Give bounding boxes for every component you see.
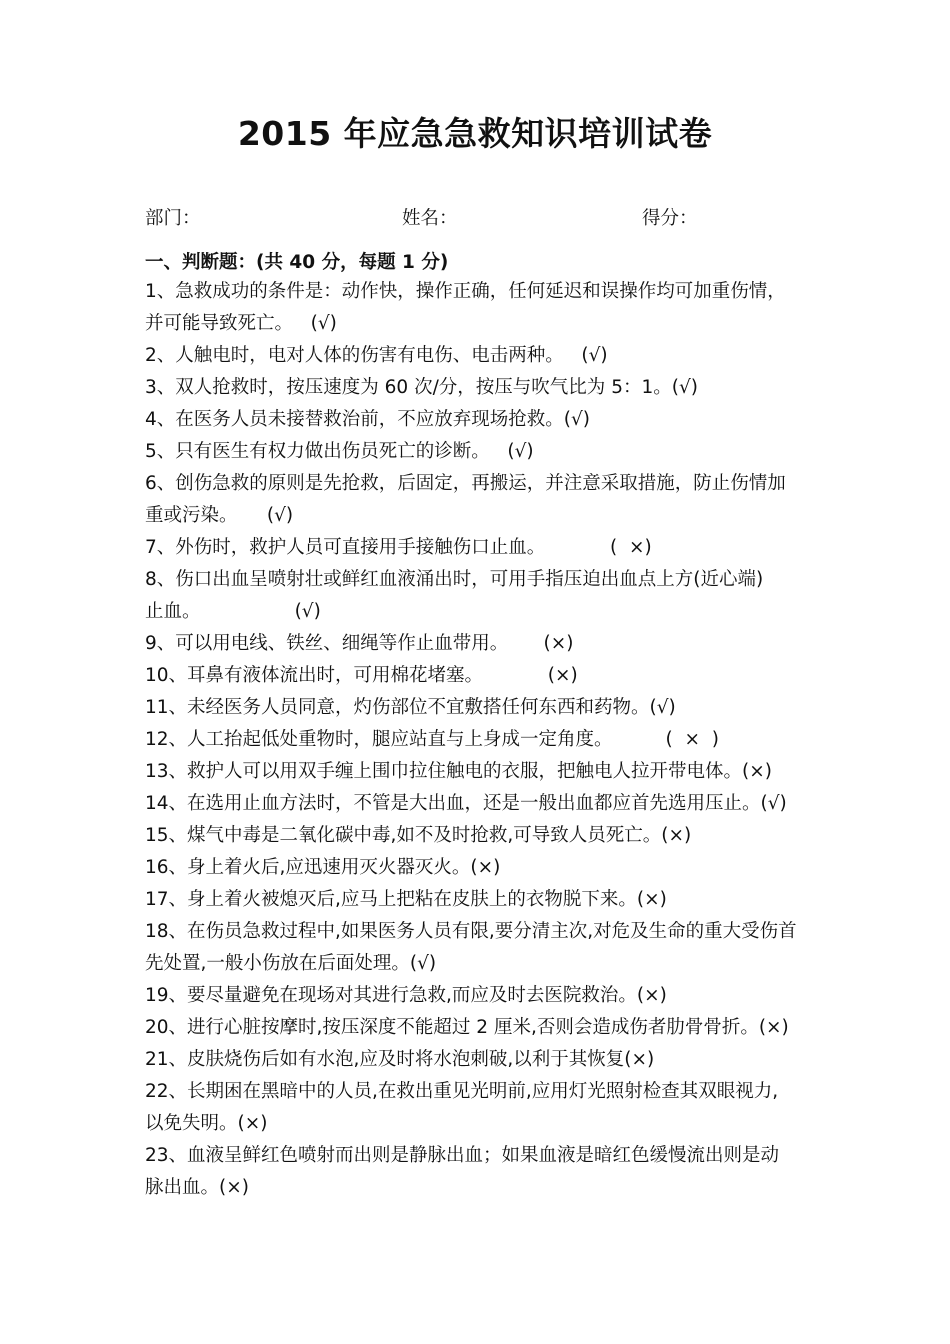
question-line: 6、创伤急救的原则是先抢救，后固定，再搬运，并注意采取措施，防止伤情加 (145, 473, 786, 494)
score-label: 得分： (642, 208, 698, 229)
name-label: 姓名： (402, 208, 458, 229)
question-line: 20、进行心脏按摩时,按压深度不能超过 2 厘米,否则会造成伤者肋骨骨折。(×) (145, 1017, 789, 1038)
question-line: 并可能导致死亡。 (√) (145, 313, 337, 334)
question-line: 12、人工抬起低处重物时，腿应站直与上身成一定角度。 ( × ) (145, 729, 719, 750)
question-line: 22、长期困在黑暗中的人员,在救出重见光明前,应用灯光照射检查其双眼视力, (145, 1081, 779, 1102)
question-line: 16、身上着火后,应迅速用灭火器灭火。(×) (145, 857, 501, 878)
question-line: 2、人触电时，电对人体的伤害有电伤、电击两种。 (√) (145, 345, 608, 366)
section-heading: 一、判断题：(共 40 分，每题 1 分) (145, 252, 449, 273)
question-line: 10、耳鼻有液体流出时，可用棉花堵塞。 (×) (145, 665, 578, 686)
question-line: 17、身上着火被熄灭后,应马上把粘在皮肤上的衣物脱下来。(×) (145, 889, 667, 910)
exam-title: 2015 年应急急救知识培训试卷 (237, 114, 713, 153)
question-line: 19、要尽量避免在现场对其进行急救,而应及时去医院救治。(×) (145, 985, 667, 1006)
question-line: 8、伤口出血呈喷射壮或鲜红血液涌出时，可用手指压迫出血点上方(近心端) (145, 569, 764, 590)
question-line: 9、可以用电线、铁丝、细绳等作止血带用。 (×) (145, 633, 574, 654)
question-line: 21、皮肤烧伤后如有水泡,应及时将水泡刺破,以利于其恢复(×) (145, 1049, 655, 1070)
question-line: 先处置,一般小伤放在后面处理。(√) (145, 953, 437, 974)
question-line: 3、双人抢救时，按压速度为 60 次/分，按压与吹气比为 5：1。(√) (145, 377, 698, 398)
question-line: 4、在医务人员未接替救治前，不应放弃现场抢救。(√) (145, 409, 590, 430)
question-line: 15、煤气中毒是二氧化碳中毒,如不及时抢救,可导致人员死亡。(×) (145, 825, 692, 846)
question-list (145, 276, 813, 1204)
question-line: 1、急救成功的条件是：动作快，操作正确，任何延迟和误操作均可加重伤情， (145, 281, 786, 302)
question-line: 以免失明。(×) (145, 1113, 268, 1134)
question-line: 13、救护人可以用双手缠上围巾拉住触电的衣服，把触电人拉开带电体。(×) (145, 761, 772, 782)
question-line: 23、血液呈鲜红色喷射而出则是静脉出血；如果血液是暗红色缓慢流出则是动 (145, 1145, 780, 1166)
question-line: 5、只有医生有权力做出伤员死亡的诊断。 (√) (145, 441, 534, 462)
question-line: 18、在伤员急救过程中,如果医务人员有限,要分清主次,对危及生命的重大受伤首 (145, 921, 797, 942)
department-label: 部门： (145, 208, 201, 229)
question-line: 11、未经医务人员同意，灼伤部位不宜敷搭任何东西和药物。(√) (145, 697, 676, 718)
question-line: 7、外伤时，救护人员可直接用手接触伤口止血。 ( ×) (145, 537, 652, 558)
question-line: 止血。 (√) (145, 601, 321, 622)
question-line: 脉出血。(×) (145, 1177, 249, 1198)
question-line: 14、在选用止血方法时，不管是大出血，还是一般出血都应首先选用压止。(√) (145, 793, 787, 814)
question-line: 重或污染。 (√) (145, 505, 294, 526)
